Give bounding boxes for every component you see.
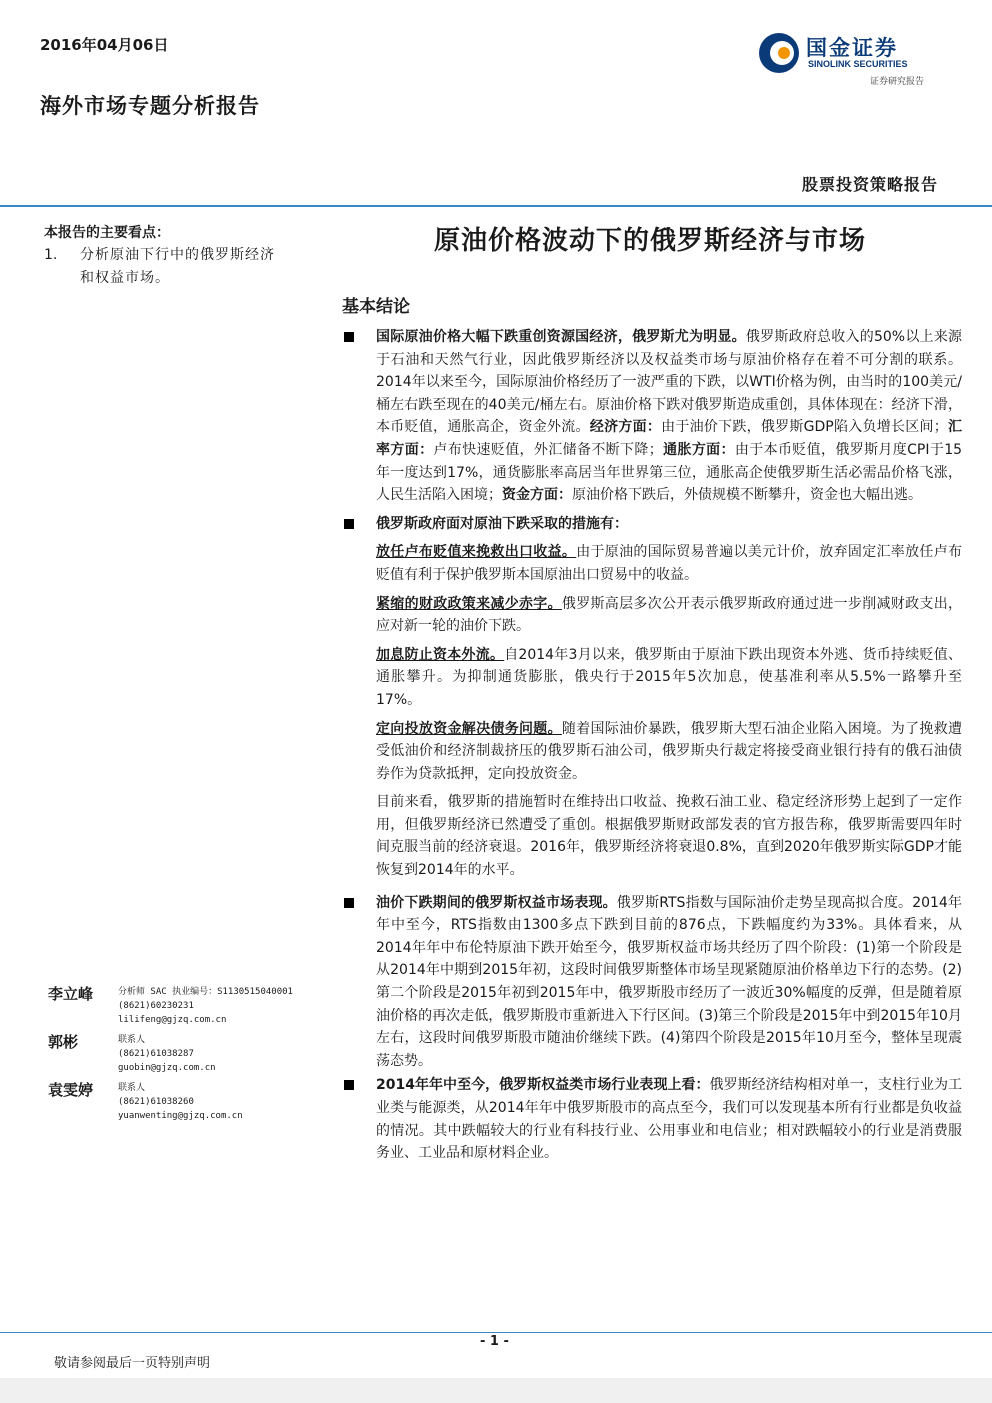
sidebar-item-number: 1. xyxy=(44,247,58,263)
author-title: 联系人 xyxy=(118,1035,146,1045)
bullet-text: 俄罗斯经济结构相对单一，支柱行业为工业类与能源类，从2014年年中俄罗斯股市的高点至今，我们可以发现基本所有行业都是负收益的情况。其中跌幅较大的行业有科技行业、公用事业和电信业；相对跌幅较小的行业是消费服务业、工业品和原材料企业。 xyxy=(376,1077,962,1162)
sidebar-list xyxy=(44,244,284,290)
author-contact xyxy=(118,1033,216,1075)
measure-lead: 加息防止资本外流。 xyxy=(376,646,505,663)
sidebar-item xyxy=(44,244,284,290)
bullet-oil-impact xyxy=(342,326,962,507)
sidebar-title: 本报告的主要看点： xyxy=(44,225,170,241)
bullet-equity-market xyxy=(342,892,962,1073)
bullet-text: 俄罗斯RTS指数与国际油价走势呈现高拟合度。2014年年中至今，RTS指数由1300多点下跌到目前的876点，下跌幅度约为33%。具体看来，从2014年年中布伦特原油下跌开始至今，俄罗斯权益市场共经历了四个阶段：(1)第一个阶段是从2014年中期到2015年初，这段时间俄罗斯整体市场呈现紧随原油价格单边下行的态势。(2)第二个阶段是2015年初到2015年中，俄罗斯股市经历了一波近30%幅度的反弹，但是随着原油价格的再次走低，俄罗斯股市重新进入下行区间。(3)第三个阶段是2015年中到2015年10月左右，这段时间俄罗斯股市随油价继续下跌。(4)第四个阶段是2015年10月至今，整体呈现震荡态势。 xyxy=(376,894,962,1069)
logo-sub-text: 证券研究报告 xyxy=(870,77,925,87)
measure-paragraph xyxy=(342,644,962,712)
author-contact xyxy=(118,985,293,1027)
company-logo xyxy=(758,30,948,90)
page-number: - 1 - xyxy=(480,1334,509,1349)
main-content xyxy=(342,326,962,1165)
author-name: 袁雯婷 xyxy=(48,1081,94,1099)
measure-lead: 定向投放资金解决债务问题。 xyxy=(376,720,562,737)
summary-paragraph: 目前来看，俄罗斯的措施暂时在维持出口收益、挽救石油工业、稳定经济形势上起到了一定作用，但俄罗斯经济已然遭受了重创。根据俄罗斯财政部发表的官方报告称，俄罗斯需要四年时间克服当前的经济衰退。2016年，俄罗斯经济将衰退0.8%，直到2020年俄罗斯实际GDP才能恢复到2014年的水平。 xyxy=(376,794,962,879)
keyword-exchange: 汇率方面： xyxy=(376,419,963,458)
author-name: 郭彬 xyxy=(48,1033,79,1051)
author-contact xyxy=(118,1081,243,1123)
bullet-text: 俄罗斯政府总收入的50%以上来源于石油和天然气行业，因此俄罗斯经济以及权益类市场与原油价格存在着不可分割的联系。2014年以来至今，国际原油价格经历了一波严重的下跌，以WTI价格为例，由当时的100美元/桶左右跌至现在的40美元/桶左右。原油价格下跌对俄罗斯造成重创，具体体现在：经济下滑，本币贬值，通胀高企，资金外流。 xyxy=(376,329,962,436)
bullet-square-icon xyxy=(344,1080,354,1090)
section-title: 基本结论 xyxy=(342,297,410,317)
logo-cn-text: 国金证券 xyxy=(806,36,898,60)
measure-text: 自2014年3月以来，俄罗斯由于原油下跌出现资本外逃、货币持续贬值、通胀攀升。为抑制通货膨胀，俄央行于2015年5次加息，使基准利率从5.5%一路攀升至17%。 xyxy=(376,646,962,708)
author-phone: (8621)60230231 xyxy=(118,1001,194,1011)
author-email: yuanwenting@gjzq.com.cn xyxy=(118,1111,243,1121)
bullet-square-icon xyxy=(344,519,354,529)
measure-lead: 放任卢布贬值来挽救出口收益。 xyxy=(376,544,577,561)
measure-lead: 紧缩的财政政策来减少赤字。 xyxy=(376,595,562,612)
footer-divider xyxy=(0,1332,992,1333)
header-divider xyxy=(0,205,992,207)
author-title: 分析师 SAC 执业编号：S1130515040001 xyxy=(118,987,293,997)
author-phone: (8621)61038287 xyxy=(118,1049,194,1059)
bullet-government-measures xyxy=(342,513,962,536)
keyword-text: 由于油价下跌，俄罗斯GDP陷入负增长区间； xyxy=(661,419,948,436)
report-type: 股票投资策略报告 xyxy=(801,175,938,194)
bullet-lead: 俄罗斯政府面对原油下跌采取的措施有： xyxy=(376,515,628,532)
bullet-lead: 油价下跌期间的俄罗斯权益市场表现。 xyxy=(376,894,617,911)
measure-text: 由于原油的国际贸易普遍以美元计价，放弃固定汇率放任卢布贬值有利于保护俄罗斯本国原油出口贸易中的收益。 xyxy=(376,544,963,583)
bullet-square-icon xyxy=(344,332,354,342)
author-email: guobin@gjzq.com.cn xyxy=(118,1063,216,1073)
keyword-economy: 经济方面： xyxy=(589,419,662,436)
bullet-square-icon xyxy=(344,898,354,908)
author-name: 李立峰 xyxy=(48,985,94,1003)
report-series: 海外市场专题分析报告 xyxy=(40,94,260,118)
footer-disclaimer: 敬请参阅最后一页特别声明 xyxy=(54,1356,211,1371)
author-title: 联系人 xyxy=(118,1083,146,1093)
measure-paragraph xyxy=(342,593,962,638)
keyword-capital: 资金方面： xyxy=(502,487,572,504)
logo-en-text: SINOLINK SECURITIES xyxy=(808,59,908,69)
measure-paragraph xyxy=(342,718,962,786)
keyword-text: 由于本币贬值，俄罗斯月度CPI于15年一度达到17%，通货膨胀率高居当年世界第三位，通胀高企使俄罗斯生活必需品价格飞涨，人民生活陷入困境； xyxy=(376,441,963,504)
measure-text: 俄罗斯高层多次公开表示俄罗斯政府通过进一步削减财政支出，应对新一轮的油价下跌。 xyxy=(376,595,963,635)
author-phone: (8621)61038260 xyxy=(118,1097,194,1107)
bullet-sector-performance xyxy=(342,1074,962,1164)
author-email: lilifeng@gjzq.com.cn xyxy=(118,1015,227,1025)
keyword-text: 卢布快速贬值，外汇储备不断下降； xyxy=(433,441,663,458)
bullet-lead: 国际原油价格大幅下跌重创资源国经济，俄罗斯尤为明显。 xyxy=(376,329,746,345)
keyword-inflation: 通胀方面： xyxy=(662,441,735,458)
report-title: 原油价格波动下的俄罗斯经济与市场 xyxy=(433,226,866,256)
footer-band xyxy=(0,1378,992,1403)
report-date: 2016年04月06日 xyxy=(40,36,169,54)
measure-text: 随着国际油价暴跌，俄罗斯大型石油企业陷入困境。为了挽救遭受低油价和经济制裁挤压的俄罗斯石油公司，俄罗斯央行裁定将接受商业银行持有的俄石油债券作为贷款抵押，定向投放资金。 xyxy=(376,720,963,782)
logo-mark-icon xyxy=(758,32,800,74)
measure-paragraph xyxy=(342,541,962,586)
sidebar-item-text: 分析原油下行中的俄罗斯经济和权益市场。 xyxy=(80,247,275,286)
keyword-text: 原油价格下跌后，外债规模不断攀升，资金也大幅出逃。 xyxy=(572,487,922,504)
bullet-lead: 2014年年中至今，俄罗斯权益类市场行业表现上看： xyxy=(376,1077,710,1094)
